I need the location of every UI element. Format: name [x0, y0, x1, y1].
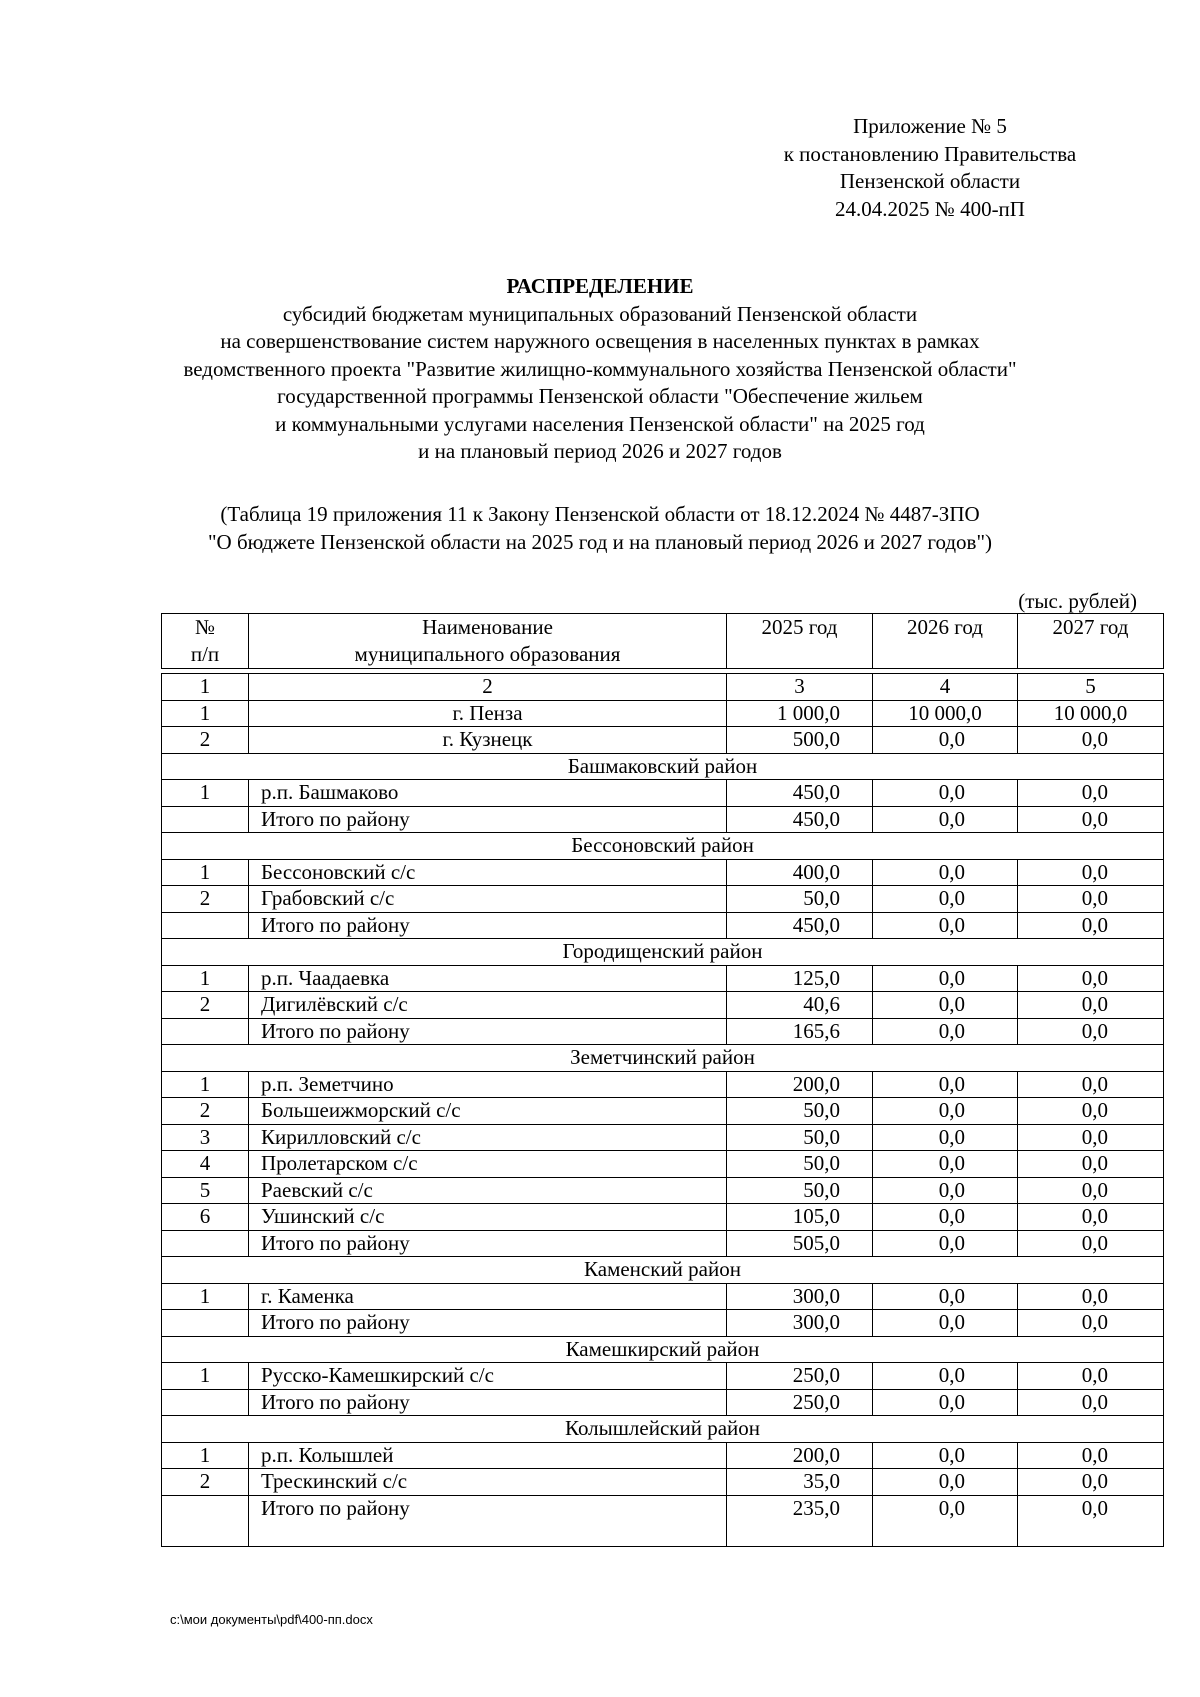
district-row — [162, 1416, 1164, 1443]
value-2027: 0,0 — [1018, 1018, 1164, 1045]
row-number: 1 — [162, 859, 249, 886]
value-2026: 0,0 — [873, 806, 1018, 833]
value-2025: 300,0 — [727, 1310, 873, 1337]
value-2025: 250,0 — [727, 1389, 873, 1416]
reference-line: (Таблица 19 приложения 11 к Закону Пензенской области от 18.12.2024 № 4487-ЗПО — [220, 502, 980, 526]
value-2025: 450,0 — [727, 806, 873, 833]
value-2026: 0,0 — [873, 1124, 1018, 1151]
value-2026: 0,0 — [873, 1389, 1018, 1416]
value-2026: 0,0 — [873, 1442, 1018, 1469]
header-2026: 2026 год — [873, 614, 1018, 669]
value-2025: 250,0 — [727, 1363, 873, 1390]
appendix-number: Приложение № 5 — [853, 114, 1007, 138]
value-2026: 0,0 — [873, 1071, 1018, 1098]
value-2025: 1 000,0 — [727, 700, 873, 727]
reference-line: "О бюджете Пензенской области на 2025 год и на плановый период 2026 и 2027 годов") — [207, 529, 993, 554]
value-2026: 0,0 — [873, 727, 1018, 754]
value-2027: 0,0 — [1018, 1283, 1164, 1310]
municipality-name: Раевский с/с — [249, 1177, 727, 1204]
value-2027: 0,0 — [1018, 1177, 1164, 1204]
document-title: РАСПРЕДЕЛЕНИЕ — [506, 274, 694, 298]
district-name: Бессоновский район — [162, 833, 1164, 860]
value-2027: 0,0 — [1018, 1389, 1164, 1416]
municipality-name: Русско-Камешкирский с/с — [249, 1363, 727, 1390]
value-2025: 125,0 — [727, 965, 873, 992]
value-2027: 0,0 — [1018, 1124, 1164, 1151]
value-2026: 0,0 — [873, 1018, 1018, 1045]
header-2025: 2025 год — [727, 614, 873, 669]
value-2026: 0,0 — [873, 780, 1018, 807]
value-2026: 0,0 — [873, 1469, 1018, 1496]
value-2027: 0,0 — [1018, 1204, 1164, 1231]
value-2026: 0,0 — [873, 965, 1018, 992]
value-2027: 0,0 — [1018, 1363, 1164, 1390]
value-2025: 200,0 — [727, 1442, 873, 1469]
file-path-footer: c:\мои документы\pdf\400-пп.docx — [170, 1612, 373, 1627]
table-row — [162, 1151, 1164, 1178]
table-row — [162, 1204, 1164, 1231]
value-2027: 0,0 — [1018, 886, 1164, 913]
row-number — [162, 1230, 249, 1257]
value-2027: 0,0 — [1018, 859, 1164, 886]
row-number — [162, 1018, 249, 1045]
column-number: 1 — [162, 674, 249, 701]
value-2027: 0,0 — [1018, 1230, 1164, 1257]
total-row — [162, 1389, 1164, 1416]
value-2025: 40,6 — [727, 992, 873, 1019]
value-2026: 0,0 — [873, 859, 1018, 886]
value-2025: 300,0 — [727, 1283, 873, 1310]
value-2026: 0,0 — [873, 1177, 1018, 1204]
row-number: 1 — [162, 700, 249, 727]
value-2027: 0,0 — [1018, 806, 1164, 833]
title-line: государственной программы Пензенской области "Обеспечение жильем — [277, 384, 923, 408]
title-line: субсидий бюджетам муниципальных образований Пензенской области — [282, 301, 918, 326]
municipality-name: р.п. Земетчино — [249, 1071, 727, 1098]
district-row — [162, 833, 1164, 860]
district-row — [162, 753, 1164, 780]
value-2025: 235,0 — [727, 1495, 873, 1546]
district-name: Камешкирский район — [162, 1336, 1164, 1363]
title-line: и на плановый период 2026 и 2027 годов — [418, 439, 782, 463]
title-block — [130, 273, 1070, 466]
value-2025: 500,0 — [727, 727, 873, 754]
municipality-name: р.п. Колышлей — [249, 1442, 727, 1469]
value-2027: 0,0 — [1018, 1495, 1164, 1546]
total-row — [162, 1230, 1164, 1257]
table-row — [162, 992, 1164, 1019]
value-2026: 0,0 — [873, 886, 1018, 913]
municipality-name: Пролетарском с/с — [249, 1151, 727, 1178]
row-number — [162, 1310, 249, 1337]
municipality-name: Кирилловский с/с — [249, 1124, 727, 1151]
municipality-name: г. Каменка — [249, 1283, 727, 1310]
column-number: 2 — [249, 674, 727, 701]
table-row — [162, 1469, 1164, 1496]
district-name: Колышлейский район — [162, 1416, 1164, 1443]
table-row — [162, 1442, 1164, 1469]
table-body — [162, 674, 1164, 1547]
value-2025: 50,0 — [727, 1124, 873, 1151]
row-number: 1 — [162, 1071, 249, 1098]
total-label: Итого по району — [249, 1018, 727, 1045]
municipality-name: г. Кузнецк — [249, 727, 727, 754]
table-row — [162, 727, 1164, 754]
value-2027: 0,0 — [1018, 1442, 1164, 1469]
value-2026: 0,0 — [873, 992, 1018, 1019]
value-2025: 35,0 — [727, 1469, 873, 1496]
value-2027: 0,0 — [1018, 727, 1164, 754]
header-2027: 2027 год — [1018, 614, 1164, 669]
row-number: 2 — [162, 1098, 249, 1125]
municipality-name: Большеижморский с/с — [249, 1098, 727, 1125]
row-number: 5 — [162, 1177, 249, 1204]
column-number-row — [162, 674, 1164, 701]
table-row — [162, 1124, 1164, 1151]
value-2027: 0,0 — [1018, 1071, 1164, 1098]
row-number: 1 — [162, 965, 249, 992]
value-2026: 0,0 — [873, 912, 1018, 939]
district-row — [162, 939, 1164, 966]
table-row — [162, 1177, 1164, 1204]
row-number — [162, 806, 249, 833]
row-number: 1 — [162, 1442, 249, 1469]
district-name: Башмаковский район — [162, 753, 1164, 780]
row-number — [162, 912, 249, 939]
table-row — [162, 1363, 1164, 1390]
value-2026: 0,0 — [873, 1310, 1018, 1337]
appendix-resolution: к постановлению Правительства — [783, 141, 1077, 166]
row-number: 1 — [162, 1283, 249, 1310]
table-row — [162, 1071, 1164, 1098]
table-row — [162, 1283, 1164, 1310]
table-row — [162, 1098, 1164, 1125]
column-number: 4 — [873, 674, 1018, 701]
value-2025: 450,0 — [727, 912, 873, 939]
value-2025: 50,0 — [727, 1151, 873, 1178]
total-row — [162, 912, 1164, 939]
district-name: Городищенский район — [162, 939, 1164, 966]
column-number: 3 — [727, 674, 873, 701]
value-2027: 0,0 — [1018, 992, 1164, 1019]
row-number: 2 — [162, 992, 249, 1019]
value-2026: 10 000,0 — [873, 700, 1018, 727]
title-line: на совершенствование систем наружного освещения в населенных пунктах в рамках — [220, 329, 980, 353]
table-row — [162, 780, 1164, 807]
value-2027: 0,0 — [1018, 1098, 1164, 1125]
table-row — [162, 965, 1164, 992]
value-2025: 50,0 — [727, 1177, 873, 1204]
value-2027: 0,0 — [1018, 965, 1164, 992]
row-number: 2 — [162, 1469, 249, 1496]
municipality-name: Грабовский с/с — [249, 886, 727, 913]
title-line: ведомственного проекта "Развитие жилищно-коммунального хозяйства Пензенской области" — [183, 356, 1017, 381]
value-2026: 0,0 — [873, 1151, 1018, 1178]
value-2025: 165,6 — [727, 1018, 873, 1045]
table-row — [162, 700, 1164, 727]
district-row — [162, 1257, 1164, 1284]
total-label: Итого по району — [249, 1310, 727, 1337]
row-number: 2 — [162, 886, 249, 913]
value-2026: 0,0 — [873, 1098, 1018, 1125]
total-row — [162, 1495, 1164, 1546]
value-2027: 0,0 — [1018, 1469, 1164, 1496]
total-label: Итого по району — [249, 1495, 727, 1546]
table-row — [162, 859, 1164, 886]
district-name: Каменский район — [162, 1257, 1164, 1284]
header-row — [162, 614, 1164, 669]
title-line: и коммунальными услугами населения Пензенской области" на 2025 год — [275, 411, 925, 436]
total-label: Итого по району — [249, 1230, 727, 1257]
row-number: 3 — [162, 1124, 249, 1151]
appendix-block — [740, 113, 1120, 223]
district-row — [162, 1336, 1164, 1363]
value-2027: 0,0 — [1018, 780, 1164, 807]
appendix-region: Пензенской области — [839, 169, 1021, 193]
value-2025: 105,0 — [727, 1204, 873, 1231]
district-name: Земетчинский район — [162, 1045, 1164, 1072]
header-name: Наименование муниципального образования — [249, 614, 727, 669]
total-row — [162, 806, 1164, 833]
total-label: Итого по району — [249, 912, 727, 939]
value-2026: 0,0 — [873, 1230, 1018, 1257]
value-2025: 50,0 — [727, 886, 873, 913]
value-2026: 0,0 — [873, 1363, 1018, 1390]
row-number: 2 — [162, 727, 249, 754]
value-2026: 0,0 — [873, 1204, 1018, 1231]
value-2026: 0,0 — [873, 1283, 1018, 1310]
municipality-name: Дигилёвский с/с — [249, 992, 727, 1019]
district-row — [162, 1045, 1164, 1072]
units-label: (тыс. рублей) — [1018, 589, 1137, 613]
total-row — [162, 1310, 1164, 1337]
table-row — [162, 886, 1164, 913]
header-num: № п/п — [162, 614, 249, 669]
value-2025: 450,0 — [727, 780, 873, 807]
row-number: 4 — [162, 1151, 249, 1178]
municipality-name: Трескинский с/с — [249, 1469, 727, 1496]
reference-block — [130, 501, 1070, 556]
total-row — [162, 1018, 1164, 1045]
column-number: 5 — [1018, 674, 1164, 701]
value-2027: 0,0 — [1018, 1151, 1164, 1178]
total-label: Итого по району — [249, 806, 727, 833]
value-2025: 200,0 — [727, 1071, 873, 1098]
appendix-date: 24.04.2025 № 400-пП — [835, 196, 1025, 221]
value-2026: 0,0 — [873, 1495, 1018, 1546]
value-2025: 50,0 — [727, 1098, 873, 1125]
municipality-name: Бессоновский с/с — [249, 859, 727, 886]
municipality-name: г. Пенза — [249, 700, 727, 727]
distribution-table — [161, 673, 1164, 1547]
municipality-name: Ушинский с/с — [249, 1204, 727, 1231]
value-2027: 0,0 — [1018, 912, 1164, 939]
value-2027: 10 000,0 — [1018, 700, 1164, 727]
municipality-name: р.п. Башмаково — [249, 780, 727, 807]
total-label: Итого по району — [249, 1389, 727, 1416]
value-2027: 0,0 — [1018, 1310, 1164, 1337]
row-number: 1 — [162, 780, 249, 807]
row-number — [162, 1495, 249, 1546]
table-header — [161, 613, 1164, 669]
row-number: 6 — [162, 1204, 249, 1231]
row-number: 1 — [162, 1363, 249, 1390]
municipality-name: р.п. Чаадаевка — [249, 965, 727, 992]
value-2025: 400,0 — [727, 859, 873, 886]
value-2025: 505,0 — [727, 1230, 873, 1257]
row-number — [162, 1389, 249, 1416]
